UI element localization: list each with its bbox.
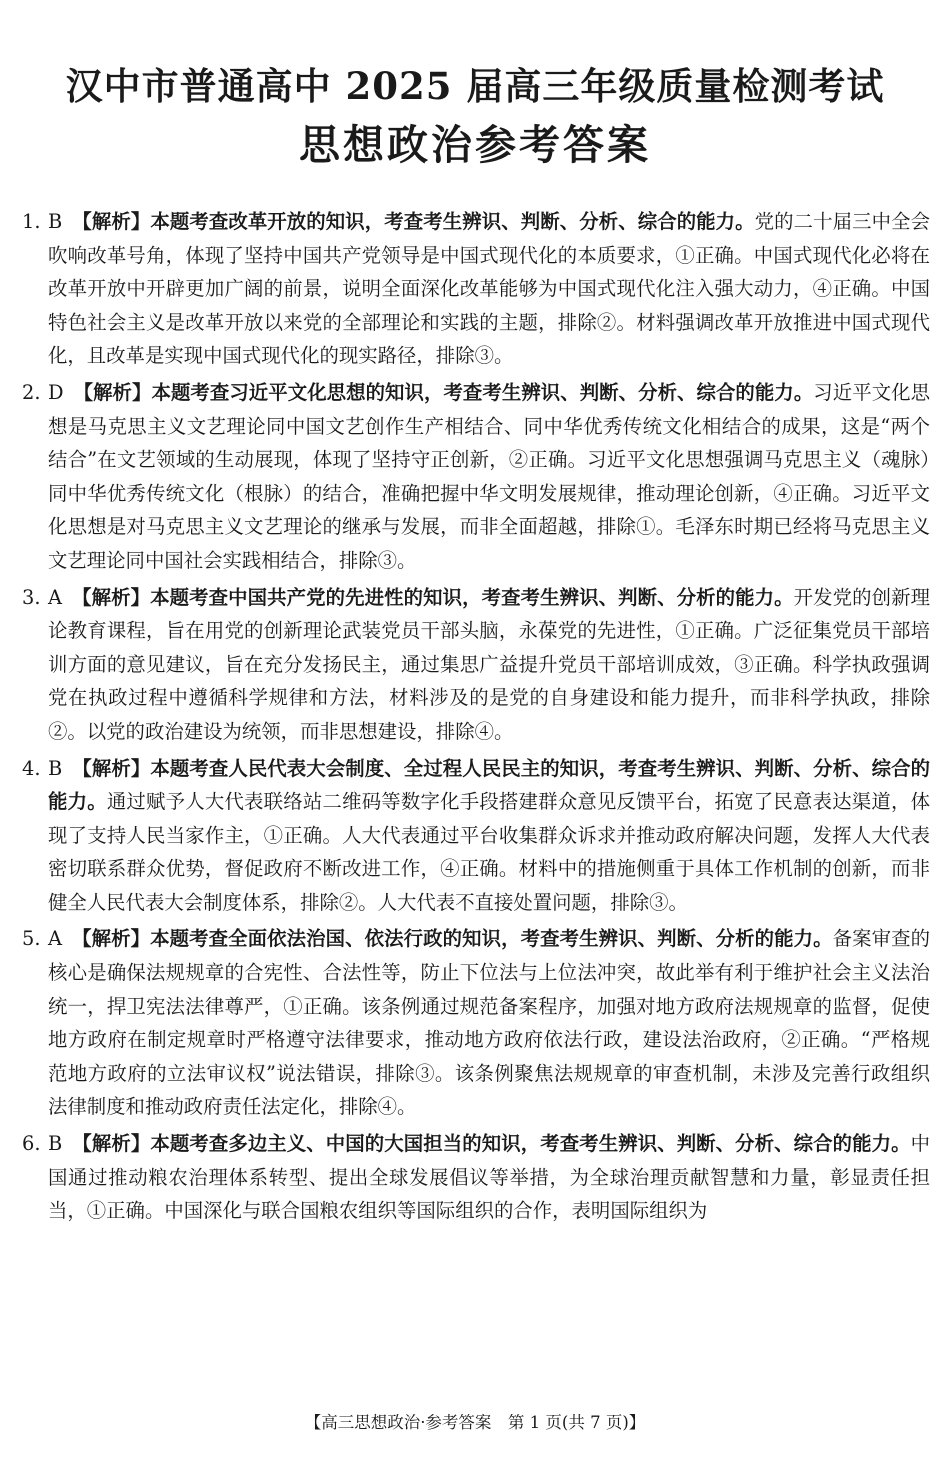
analysis-tag: 【解析】	[72, 210, 151, 233]
answer-choice: A	[48, 585, 63, 609]
analysis-body: 通过赋予人大代表联络站二维码等数字化手段搭建群众意见反馈平台，拓宽了民意表达渠道，体现了支持人民当家作主，①正确。人大代表通过平台收集群众诉求并推动政府解决问题，发挥人大代表密切联系群众优势，督促政府不断改进工作，④正确。材料中的措施侧重于具体工作机制的创新，而非健全人民代表大会制度体系，排除②。人大代表不直接处置问题，排除③。	[48, 790, 931, 914]
analysis-heading: 本题考查全面依法治国、依法行政的知识，考查考生辨识、判断、分析的能力。	[150, 927, 833, 951]
answer-choice: D	[48, 380, 64, 404]
answer-item-5	[22, 922, 930, 1124]
answer-item-6	[22, 1127, 930, 1228]
question-number: 1.	[22, 210, 41, 233]
question-number: 2.	[22, 380, 41, 404]
analysis-body: 中国通过推动粮农治理体系转型、提出全球发展倡议等举措，为全球治理贡献智慧和力量，彰显责任担当，①正确。中国深化与联合国粮农组织等国际组织的合作，表明国际组织为	[48, 1132, 931, 1223]
question-number: 3.	[22, 585, 41, 609]
answer-choice: B	[48, 756, 63, 780]
question-number: 4.	[22, 756, 41, 780]
question-number: 5.	[22, 927, 41, 951]
analysis-tag: 【解析】	[72, 756, 151, 780]
analysis-tag: 【解析】	[72, 585, 151, 609]
answer-key-title: 思想政治参考答案	[299, 121, 651, 169]
analysis-body: 习近平文化思想是马克思主义文艺理论同中国文艺创作生产相结合、同中华优秀传统文化相结合的成果，这是“两个结合”在文艺领域的生动展现，体现了坚持守正创新，②正确。习近平文化思想强调马克思主义（魂脉）同中华优秀传统文化（根脉）的结合，准确把握中华文明发展规律，推动理论创新，④正确。习近平文化思想是对马克思主义文艺理论的继承与发展，而非全面超越，排除①。毛泽东时期已经将马克思主义文艺理论同中国社会实践相结合，排除③。	[48, 380, 931, 572]
question-number: 6.	[22, 1132, 41, 1156]
analysis-heading: 本题考查中国共产党的先进性的知识，考查考生辨识、判断、分析的能力。	[150, 585, 794, 609]
analysis-tag: 【解析】	[72, 1132, 151, 1156]
answer-choice: A	[48, 927, 63, 951]
analysis-heading: 本题考查习近平文化思想的知识，考查考生辨识、判断、分析、综合的能力。	[151, 380, 814, 404]
answer-item-4	[22, 752, 930, 920]
answer-choice: B	[48, 1132, 63, 1156]
page-footer: 【高三思想政治·参考答案 第 1 页(共 7 页)】	[304, 1413, 646, 1432]
analysis-heading: 本题考查改革开放的知识，考查考生辨识、判断、分析、综合的能力。	[150, 210, 755, 233]
answer-list	[22, 205, 930, 1231]
analysis-heading: 本题考查人民代表大会制度、全过程人民民主的知识，考查考生辨识、判断、分析、综合的能力。	[48, 756, 931, 814]
answer-item-3	[22, 581, 930, 749]
analysis-body: 备案审查的核心是确保法规规章的合宪性、合法性等，防止下位法与上位法冲突，故此举有利于维护社会主义法治统一，捍卫宪法法律尊严，①正确。该条例通过规范备案程序，加强对地方政府法规规章的监督，促使地方政府在制定规章时严格遵守法律要求，推动地方政府依法行政，建设法治政府，②正确。“严格规范地方政府的立法审议权”说法错误，排除③。该条例聚焦法规规章的审查机制，未涉及完善行政组织法律制度和推动政府责任法定化，排除④。	[48, 927, 931, 1119]
analysis-tag: 【解析】	[73, 380, 152, 404]
answer-item-1	[22, 205, 930, 373]
analysis-tag: 【解析】	[72, 927, 151, 951]
analysis-body: 党的二十届三中全会吹响改革号角，体现了坚持中国共产党领导是中国式现代化的本质要求，①正确。中国式现代化必将在改革开放中开辟更加广阔的前景，说明全面深化改革能够为中国式现代化注入强大动力，④正确。中国特色社会主义是改革开放以来党的全部理论和实践的主题，排除②。材料强调改革开放推进中国式现代化，且改革是实现中国式现代化的现实路径，排除③。	[48, 210, 931, 368]
answer-item-2	[22, 376, 930, 578]
analysis-body: 开发党的创新理论教育课程，旨在用党的创新理论武装党员干部头脑，永葆党的先进性，①正确。广泛征集党员干部培训方面的意见建议，旨在充分发扬民主，通过集思广益提升党员干部培训成效，③正确。科学执政强调党在执政过程中遵循科学规律和方法，材料涉及的是党的自身建设和能力提升，而非科学执政，排除②。以党的政治建设为统领，而非思想建设，排除④。	[48, 585, 931, 743]
exam-title: 汉中市普通高中 2025 届高三年级质量检测考试	[65, 64, 885, 108]
answer-choice: B	[48, 210, 63, 233]
analysis-heading: 本题考查多边主义、中国的大国担当的知识，考查考生辨识、判断、分析、综合的能力。	[150, 1132, 911, 1156]
